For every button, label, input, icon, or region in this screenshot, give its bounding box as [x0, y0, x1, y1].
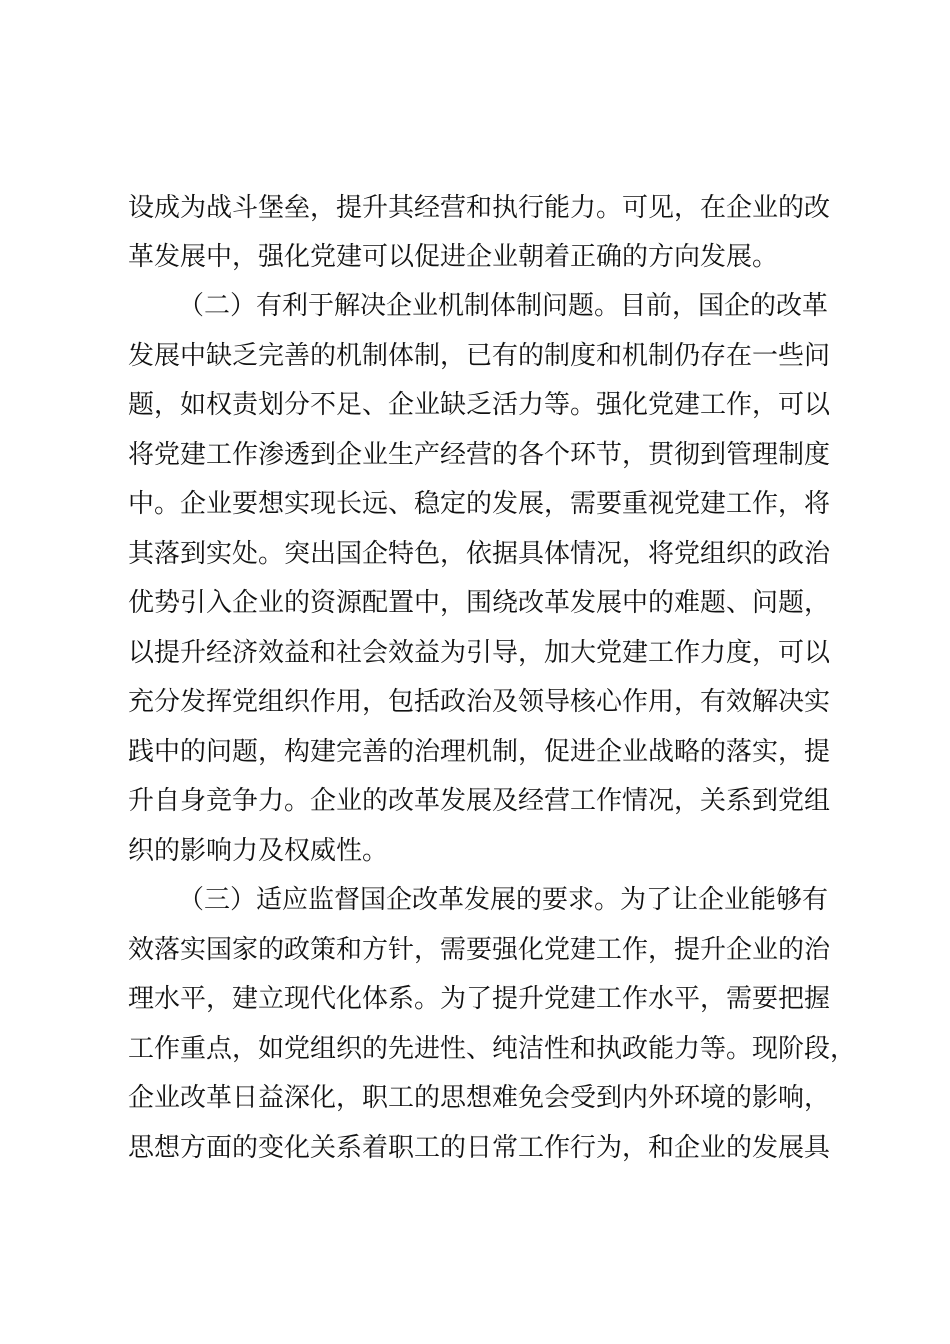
text-line: 践中的问题，构建完善的治理机制，促进企业战略的落实，提 [128, 737, 831, 767]
text-line: 升自身竞争力。企业的改革发展及经营工作情况，关系到党组 [128, 786, 831, 816]
text-line: 其落到实处。突出国企特色，依据具体情况，将党组织的政治 [128, 539, 831, 569]
text-line: 理水平，建立现代化体系。为了提升党建工作水平，需要把握 [128, 984, 831, 1014]
paragraph-heading-line: （二）有利于解决企业机制体制问题。目前，国企的改革 [178, 291, 829, 321]
text-line: 以提升经济效益和社会效益为引导，加大党建工作力度，可以 [128, 638, 831, 668]
text-line: 效落实国家的政策和方针，需要强化党建工作，提升企业的治 [128, 935, 831, 965]
text-line: 中。企业要想实现长远、稳定的发展，需要重视党建工作，将 [128, 489, 831, 519]
text-line: 充分发挥党组织作用，包括政治及领导核心作用，有效解决实 [128, 687, 831, 717]
text-line: 优势引入企业的资源配置中，围绕改革发展中的难题、问题， [128, 588, 831, 618]
text-line: 思想方面的变化关系着职工的日常工作行为，和企业的发展具 [128, 1133, 831, 1163]
text-line: 发展中缺乏完善的机制体制，已有的制度和机制仍存在一些问 [128, 341, 831, 371]
text-line: 将党建工作渗透到企业生产经营的各个环节，贯彻到管理制度 [128, 440, 831, 470]
text-line: 工作重点，如党组织的先进性、纯洁性和执政能力等。现阶段， [128, 1034, 857, 1064]
text-line: 设成为战斗堡垒，提升其经营和执行能力。可见，在企业的改 [128, 193, 831, 223]
text-line: 企业改革日益深化，职工的思想难免会受到内外环境的影响， [128, 1083, 831, 1113]
paragraph-heading-line: （三）适应监督国企改革发展的要求。为了让企业能够有 [178, 885, 829, 915]
text-line: 题，如权责划分不足、企业缺乏活力等。强化党建工作，可以 [128, 390, 831, 420]
text-line: 革发展中，强化党建可以促进企业朝着正确的方向发展。 [128, 242, 779, 272]
text-line: 织的影响力及权威性。 [128, 836, 389, 866]
